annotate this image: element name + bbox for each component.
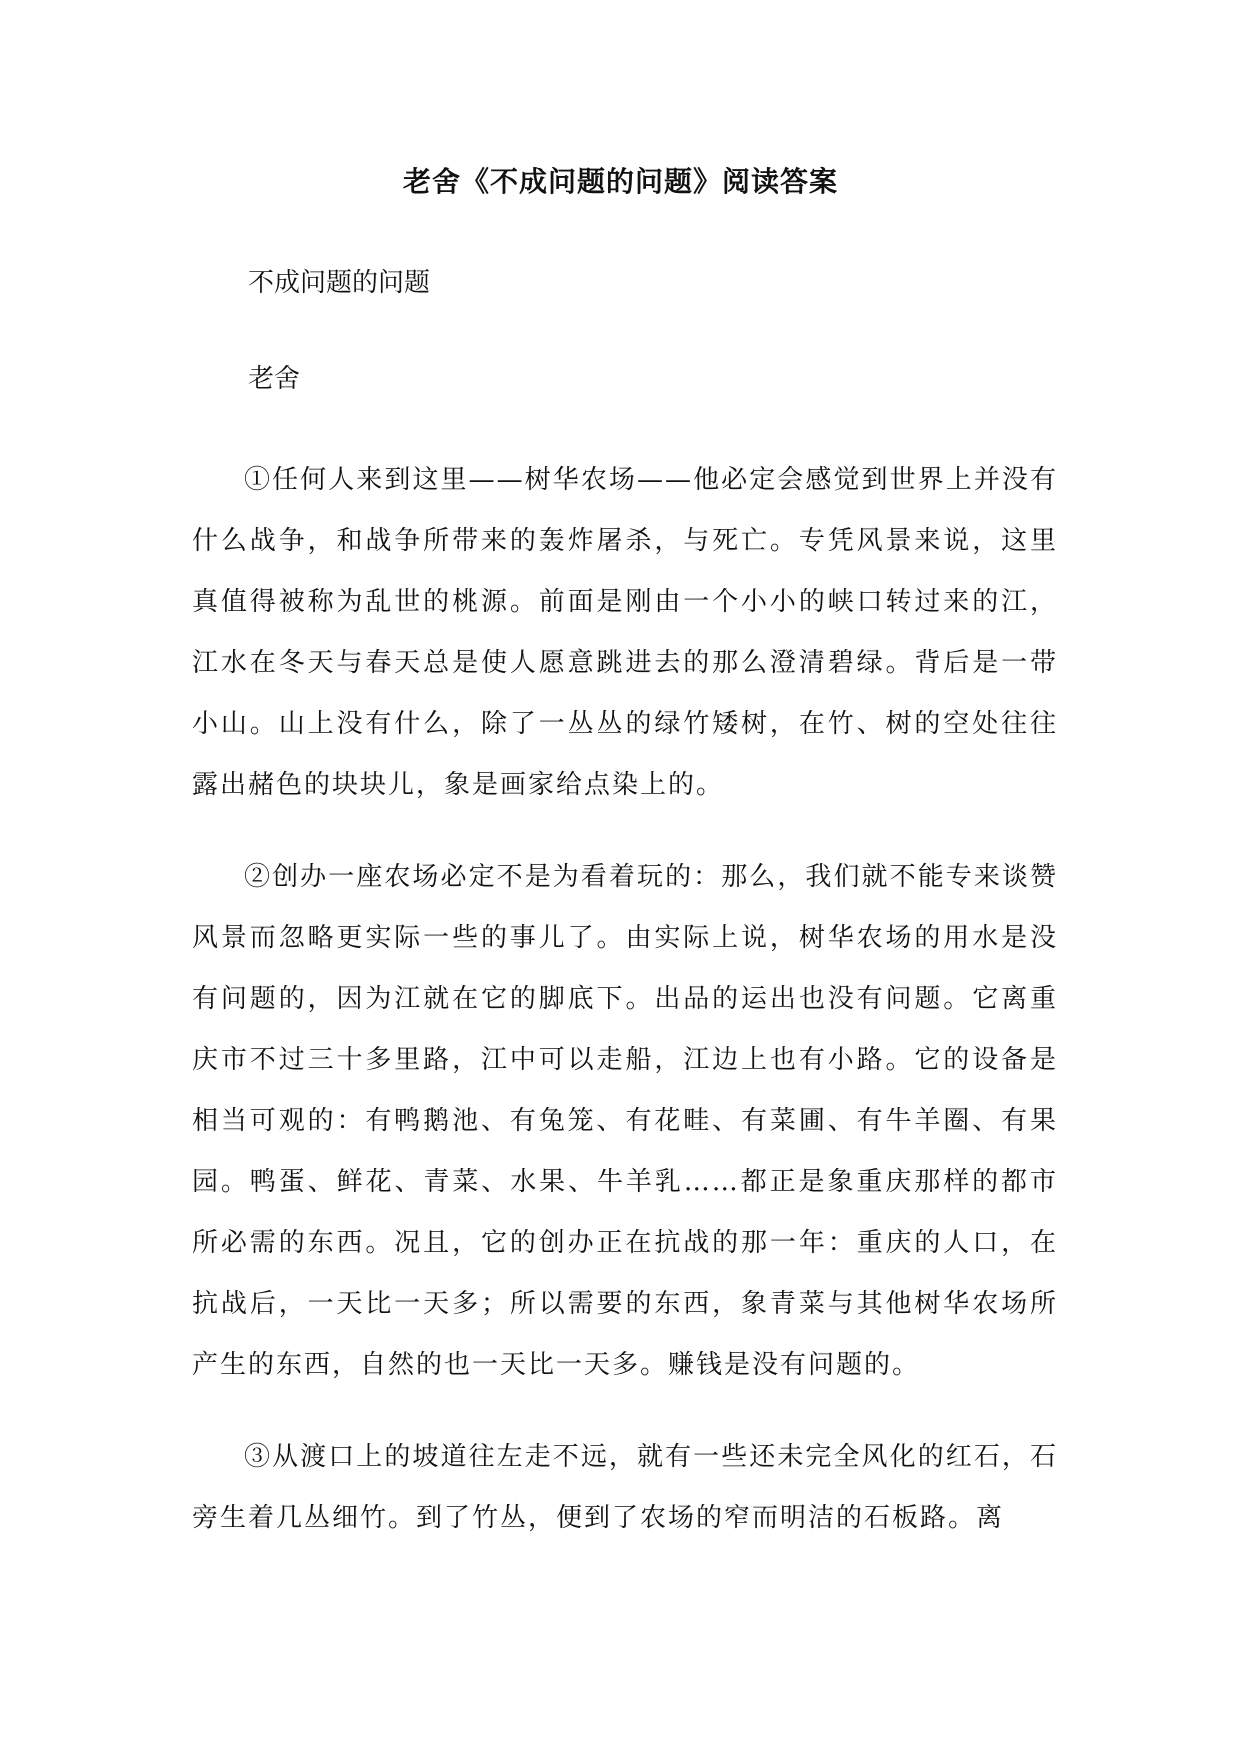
story-body — [192, 450, 1058, 1580]
paragraph-1: ①任何人来到这里——树华农场——他必定会感觉到世界上并没有什么战争，和战争所带来的轰炸屠杀，与死亡。专凭风景来说，这里真值得被称为乱世的桃源。前面是刚由一个小小的峡口转过来的江，江水在冬天与春天总是使人愿意跳进去的那么澄清碧绿。背后是一带小山。山上没有什么，除了一丛丛的绿竹矮树，在竹、树的空处往往露出赭色的块块儿，象是画家给点染上的。 — [192, 465, 1058, 800]
paragraph-3: ③从渡口上的坡道往左走不远，就有一些还未完全风化的红石，石旁生着几丛细竹。到了竹丛，便到了农场的窄而明洁的石板路。离 — [192, 1442, 1058, 1533]
paragraph-2: ②创办一座农场必定不是为看着玩的：那么，我们就不能专来谈赞风景而忽略更实际一些的事儿了。由实际上说，树华农场的用水是没有问题的，因为江就在它的脚底下。出品的运出也没有问题。它离重庆市不过三十多里路，江中可以走船，江边上也有小路。它的设备是相当可观的：有鸭鹅池、有兔笼、有花畦、有菜圃、有牛羊圈、有果园。鸭蛋、鲜花、青菜、水果、牛羊乳……都正是象重庆那样的都市所必需的东西。况且，它的创办正在抗战的那一年：重庆的人口，在抗战后，一天比一天多；所以需要的东西，象青菜与其他树华农场所产生的东西，自然的也一天比一天多。赚钱是没有问题的。 — [192, 862, 1058, 1380]
document-title: 老舍《不成问题的问题》阅读答案 — [402, 165, 838, 198]
author-name: 老舍 — [248, 364, 301, 394]
story-title: 不成问题的问题 — [248, 268, 431, 298]
